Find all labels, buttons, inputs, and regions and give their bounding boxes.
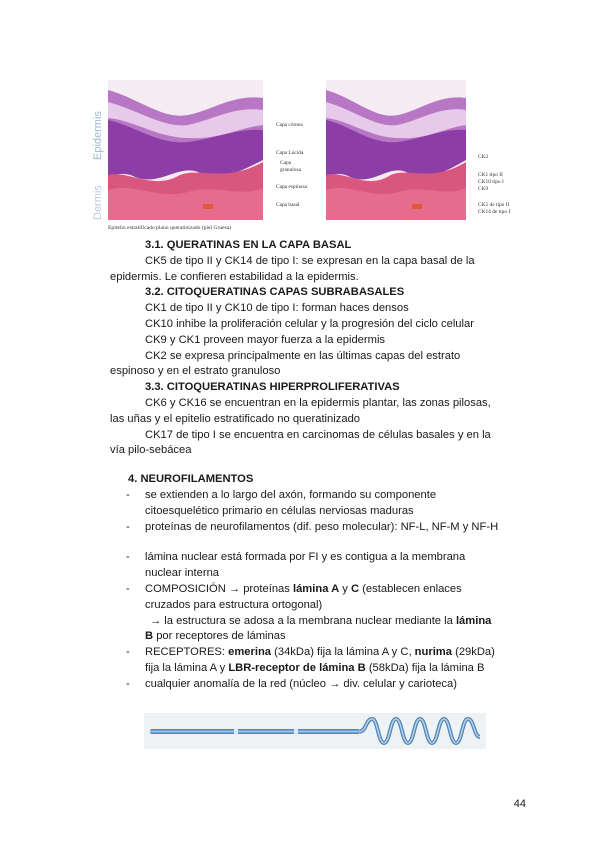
bullet-dash: - bbox=[126, 488, 130, 501]
paragraph-line: CK9 y CK1 proveen mayor fuerza a la epidermis bbox=[145, 333, 386, 346]
section-4-heading: 4. NEUROFILAMENTOS bbox=[128, 473, 254, 486]
annotation-ck14: CK14 de tipo I bbox=[478, 209, 511, 215]
paragraph-line: CK10 inhibe la proliferación celular y la progresión del ciclo celular bbox=[145, 317, 474, 330]
bold-term: LBR-receptor de lámina B bbox=[228, 661, 366, 674]
paragraph-line: CK2 se expresa principalmente en las últimas capas del estrato bbox=[145, 349, 461, 362]
bold-term: B bbox=[145, 630, 154, 643]
bullet-dash: - bbox=[126, 551, 130, 564]
annotation-capa-espinosa: Capa espinosa bbox=[276, 184, 307, 190]
epidermis-side-label: Epidermis bbox=[92, 111, 104, 160]
bullet-text: y bbox=[339, 582, 351, 595]
bullet-text: se extienden a lo largo del axón, formando su componente bbox=[145, 488, 437, 501]
bullet-text: lámina nuclear está formada por FI y es contigua a la membrana bbox=[145, 551, 466, 564]
section-3-1-heading: 3.1. QUERATINAS EN LA CAPA BASAL bbox=[145, 239, 352, 251]
bullet-continuation: cruzados para estructura ortogonal) bbox=[145, 598, 323, 611]
histology-figure bbox=[92, 80, 528, 232]
paragraph-line: epidermis. Le confieren estabilidad a la epidermis. bbox=[110, 270, 359, 283]
paragraph-line: espinoso y en el estrato granuloso bbox=[110, 365, 281, 378]
bullet-continuation: nuclear interna bbox=[145, 567, 220, 580]
page-number: 44 bbox=[513, 798, 526, 810]
bullet-continuation bbox=[110, 629, 510, 645]
annotation-granulosa: granulosa bbox=[280, 167, 301, 173]
bullet-dash: - bbox=[126, 646, 130, 659]
bullet-item bbox=[110, 488, 510, 504]
bullet-text: (34kDa) fija la lámina A y C, bbox=[271, 646, 415, 659]
annotation-ck1: CK1 tipo II bbox=[478, 172, 503, 178]
skin-histology-right-image bbox=[326, 80, 466, 220]
paragraph-line: vía pilo-sebácea bbox=[110, 444, 192, 457]
bullet-text: (29kDa) bbox=[451, 646, 495, 659]
annotation-ck9: CK9 bbox=[478, 186, 489, 192]
skin-histology-left-image bbox=[108, 80, 263, 220]
annotation-ck5: CK5 de tipo II bbox=[478, 202, 510, 208]
bullet-item bbox=[110, 520, 510, 536]
bullet-text: COMPOSICIÓN → proteínas bbox=[145, 582, 293, 595]
bullet-item bbox=[110, 550, 510, 566]
bullet-text: fija la lámina A y bbox=[145, 661, 229, 674]
bullet-item bbox=[110, 645, 510, 661]
bullet-dash: - bbox=[126, 520, 130, 533]
paragraph-line: CK5 de tipo II y CK14 de tipo I: se expresan en la capa basal de la bbox=[145, 254, 475, 267]
bold-term: lámina bbox=[455, 614, 492, 627]
paragraph-line: CK6 y CK16 se encuentran en la epidermis plantar, las zonas pilosas, bbox=[145, 396, 491, 409]
bold-term: lámina A bbox=[292, 582, 340, 595]
neurofilament-diagram bbox=[144, 713, 486, 749]
bullet-continuation bbox=[110, 661, 510, 677]
paragraph-line: CK1 de tipo II y CK10 de tipo I: forman haces densos bbox=[145, 302, 409, 315]
dermis-side-label: Dermis bbox=[92, 185, 104, 220]
bullet-text: (establecen enlaces bbox=[359, 582, 462, 595]
bullet-continuation bbox=[110, 614, 510, 630]
bullet-continuation: citoesquelético primario en células nerviosas maduras bbox=[145, 504, 414, 517]
bullet-text: RECEPTORES: bbox=[145, 646, 229, 659]
bullet-dash: - bbox=[126, 677, 130, 690]
annotation-ck10: CK10 tipo I bbox=[478, 179, 504, 185]
bold-term: nurima bbox=[414, 646, 452, 659]
bullet-text: por receptores de láminas bbox=[153, 630, 286, 643]
bullet-item bbox=[110, 582, 510, 598]
bullet-dash: - bbox=[126, 582, 130, 595]
bullet-text: (58kDa) fija la lámina B bbox=[365, 661, 485, 674]
annotation-ck2: CK2 bbox=[478, 154, 489, 160]
section-3-2-heading: 3.2. CITOQUERATINAS CAPAS SUBRABASALES bbox=[145, 286, 405, 299]
figure-caption: Epitelio estratificado plano queratinizado (piel Gruesa) bbox=[108, 225, 232, 231]
annotation-capa: Capa bbox=[280, 160, 292, 166]
paragraph-line: CK17 de tipo I se encuentra en carcinomas de células basales y en la bbox=[145, 428, 491, 441]
bold-term: emerina bbox=[228, 646, 272, 659]
bullet-item bbox=[110, 677, 510, 693]
bullet-text: proteínas de neurofilamentos (dif. peso molecular): NF-L, NF-M y NF-H bbox=[145, 520, 499, 533]
bullet-text: cualquier anomalía de la red (núcleo → div. celular y carioteca) bbox=[145, 677, 457, 690]
annotation-capa-basal: Capa basal bbox=[276, 202, 300, 208]
bold-term: C bbox=[351, 582, 360, 595]
annotation-capa-cornea: Capa córnea bbox=[276, 122, 303, 128]
paragraph-line: las uñas y el epitelio estratificado no queratinizado bbox=[110, 412, 361, 425]
section-3-3-heading: 3.3. CITOQUERATINAS HIPERPROLIFERATIVAS bbox=[145, 381, 400, 394]
annotation-capa-lucida: Capa Lúcida bbox=[276, 150, 304, 156]
document-body bbox=[110, 238, 510, 693]
bullet-text: → la estructura se adosa a la membrana nuclear mediante la bbox=[150, 614, 456, 627]
